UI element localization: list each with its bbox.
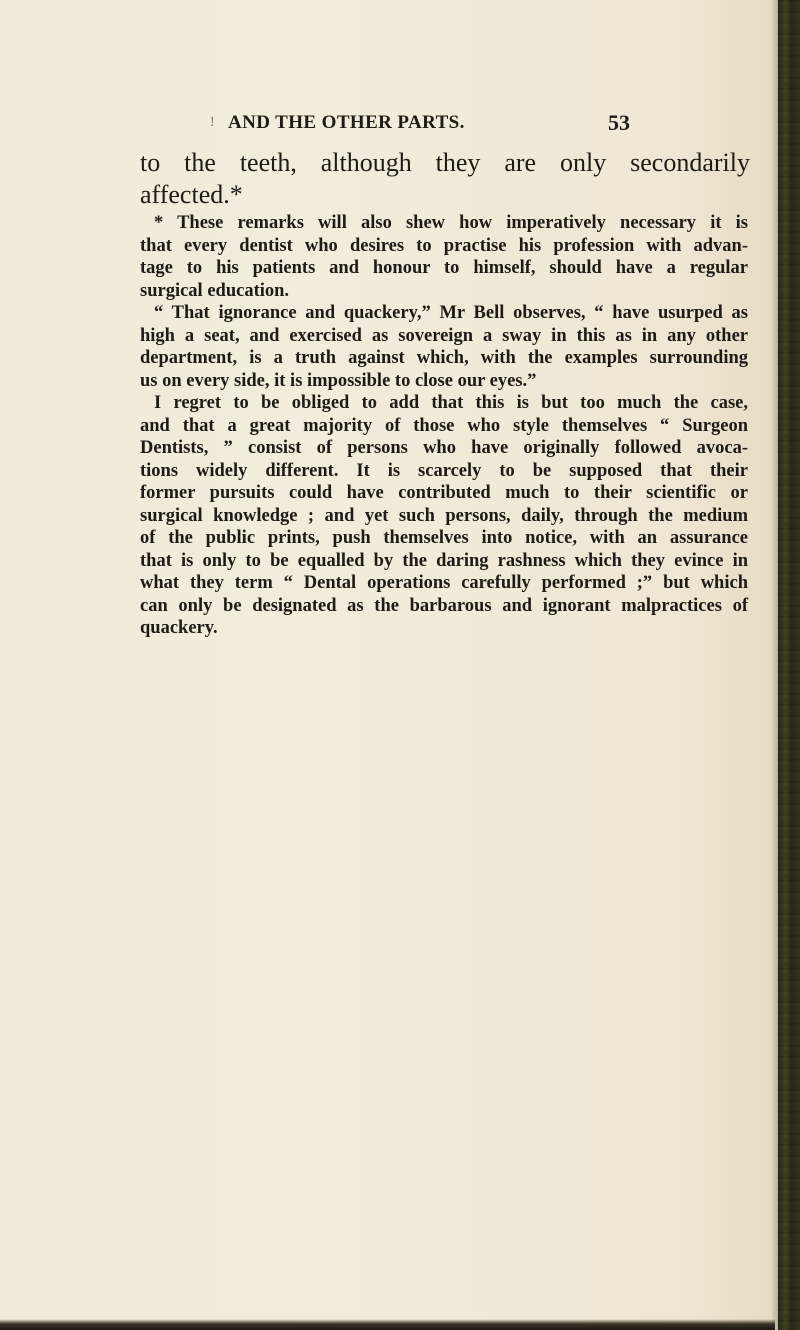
footnote-line: can only be designated as the barbarous and ignorant malpractices of (140, 595, 748, 616)
footnote-line: that is only to be equalled by the daring rashness which they evince in (140, 550, 748, 571)
footnote-line: tage to his patients and honour to himself, should have a regular (140, 258, 748, 278)
book-binding-edge (778, 0, 800, 1330)
footnote-line: us on every side, it is impossible to close our eyes.” (140, 370, 537, 391)
footnote-line: surgical education. (140, 280, 290, 301)
footnote-line: what they term “ Dental operations carefully performed ;” but which (140, 573, 748, 593)
page-number: 53 (608, 110, 630, 135)
footnote-line: of the public prints, push themselves into notice, with an assurance (140, 528, 748, 548)
footnote-line: that every dentist who desires to practise his profession with advan- (140, 235, 748, 256)
footnote-line: tions widely different. It is scarcely to be supposed that their (140, 460, 748, 481)
footnote-line: I regret to be obliged to add that this is but too much the case, (154, 393, 748, 413)
body-line: to the teeth, although they are only secondarily (140, 148, 750, 177)
footnote-line: quackery. (140, 618, 218, 638)
footnote-line: high a seat, and exercised as sovereign a sway in this as in any other (140, 325, 748, 346)
footnote-line: surgical knowledge ; and yet such persons, daily, through the medium (140, 505, 748, 526)
footnote (140, 212, 748, 640)
footnote-line: and that a great majority of those who style themselves “ Surgeon (140, 415, 748, 436)
footnote-line: Dentists, ” consist of persons who have originally followed avoca- (140, 438, 748, 458)
stray-print-mark: ! (210, 115, 215, 130)
running-head: AND THE OTHER PARTS. (228, 112, 465, 133)
footnote-line: department, is a truth against which, with the examples surrounding (140, 348, 748, 368)
page-bottom-edge (0, 1319, 775, 1330)
page-header (140, 112, 630, 140)
body-line: affected.* (140, 180, 243, 209)
footnote-line: former pursuits could have contributed much to their scientific or (140, 483, 748, 503)
body-text (140, 147, 750, 211)
footnote-line: “ That ignorance and quackery,” Mr Bell observes, “ have usurped as (154, 303, 748, 323)
footnote-line: * These remarks will also shew how imperatively necessary it is (154, 213, 748, 233)
